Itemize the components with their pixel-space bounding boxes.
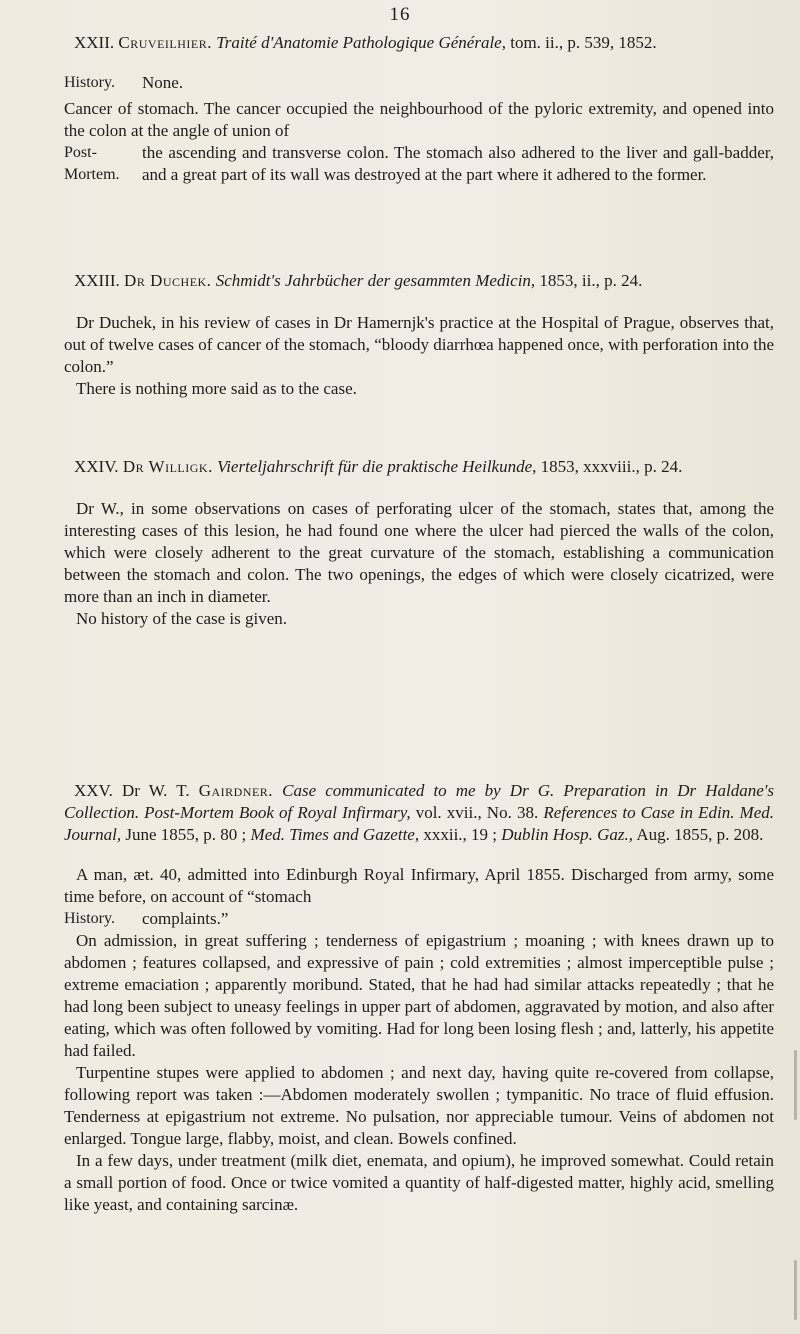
history-row-xxv <box>64 908 774 930</box>
citation-xxv: XXV. Dr W. T. Gairdner. Case communicated to me by Dr G. Preparation in Dr Haldane's Collection. Post-Mortem Book of Royal Infirmary, vol. xvii., No. 38. References to Case in Edin. Med. Journal, June 1855, p. 80 ; Med. Times and Gazette, xxxii., 19 ; Dublin Hosp. Gaz., Aug. 1855, p. 208. <box>64 781 775 844</box>
paragraph-xxiii-1: Dr Duchek, in his review of cases in Dr Hamernjk's practice at the Hospital of Prague, observes that, out of twelve cases of cancer of the stomach, “bloody diarrhœa happened once, with perforation into the colon.” <box>64 313 774 376</box>
history-label-xxv: History. <box>64 910 115 927</box>
history-row-xxii <box>64 72 774 94</box>
paragraph-xxv-improved: In a few days, under treatment (milk diet, enemata, and opium), he improved somewhat. Could retain a small portion of food. Once or twice vomited a quantity of half-digested matter, highly acid, smelling like yeast, and containing sarcinæ. <box>64 1151 774 1214</box>
page-number: 16 <box>389 4 411 25</box>
section-xxiv <box>64 456 774 630</box>
section-xxv <box>64 780 774 1216</box>
paragraph-xxv-turpentine: Turpentine stupes were applied to abdomen ; and next day, having quite re-covered from collapse, following report was taken :—Abdomen moderately swollen ; tympanitic. No trace of fluid effusion. Tenderness at epigastrium not extreme. No pulsation, nor appreciable tumour. Veins of abdomen not enlarged. Tongue large, flabby, moist, and clean. Bowels confined. <box>64 1063 774 1148</box>
citation-xxiii: XXIII. Dr Duchek. Schmidt's Jahrbücher der gesammten Medicin, 1853, ii., p. 24. <box>74 271 643 290</box>
post-mortem-label: Post-Mortem. <box>64 144 120 183</box>
paragraph-xxiv-1: Dr W., in some observations on cases of perforating ulcer of the stomach, states that, among the interesting cases of this lesion, he had found one where the ulcer had pierced the walls of the colon, which were closely adherent to the great curvature of the stomach, establishing a communication between the stomach and colon. The two openings, the edges of which were closely cicatrized, were more than an inch in diameter. <box>64 499 774 606</box>
section-xxiii <box>64 270 774 400</box>
paragraph-xxiii-2: There is nothing more said as to the case. <box>76 379 357 398</box>
paragraph-xxv-admission: On admission, in great suffering ; tenderness of epigastrium ; moaning ; with knees drawn up to abdomen ; features collapsed, and expressive of pain ; cold extremities ; almost imperceptible pulse ; extreme emaciation ; apparently moribund. Stated, that he had had similar attacks repeatedly ; that he had long been subject to uneasy feelings in upper part of abdomen, aggravated by motion, and also after eating, which was often followed by vomiting. Had for long been losing flesh ; and, latterly, his appetite had failed. <box>64 931 774 1060</box>
history-text: None. <box>142 73 184 92</box>
post-mortem-row-xxii <box>64 142 774 186</box>
paragraph-xxv-intro: A man, æt. 40, admitted into Edinburgh Royal Infirmary, April 1855. Discharged from army, some time before, on account of “stomach <box>64 865 774 906</box>
paragraph-xxiv-2: No history of the case is given. <box>76 609 288 628</box>
page-edge-shadow <box>794 1050 797 1120</box>
history-label: History. <box>64 74 115 91</box>
page-edge-shadow-lower <box>794 1260 797 1320</box>
history-text-xxv: complaints.” <box>142 909 229 928</box>
citation-xxii: XXII. Cruveilhier. Traité d'Anatomie Pathologique Générale, tom. ii., p. 539, 1852. <box>74 33 657 52</box>
citation-xxiv: XXIV. Dr Willigk. Vierteljahrschrift für die praktische Heilkunde, 1853, xxxviii., p. 24. <box>74 457 683 476</box>
post-mortem-text: the ascending and transverse colon. The stomach also adhered to the liver and gall-badder, and a great part of its wall was destroyed at the part where it adhered to the former. <box>142 143 774 184</box>
cancer-paragraph-xxii: Cancer of stomach. The cancer occupied the neighbourhood of the pyloric extremity, and opened into the colon at the angle of union of <box>64 99 774 140</box>
section-xxii <box>64 32 774 186</box>
